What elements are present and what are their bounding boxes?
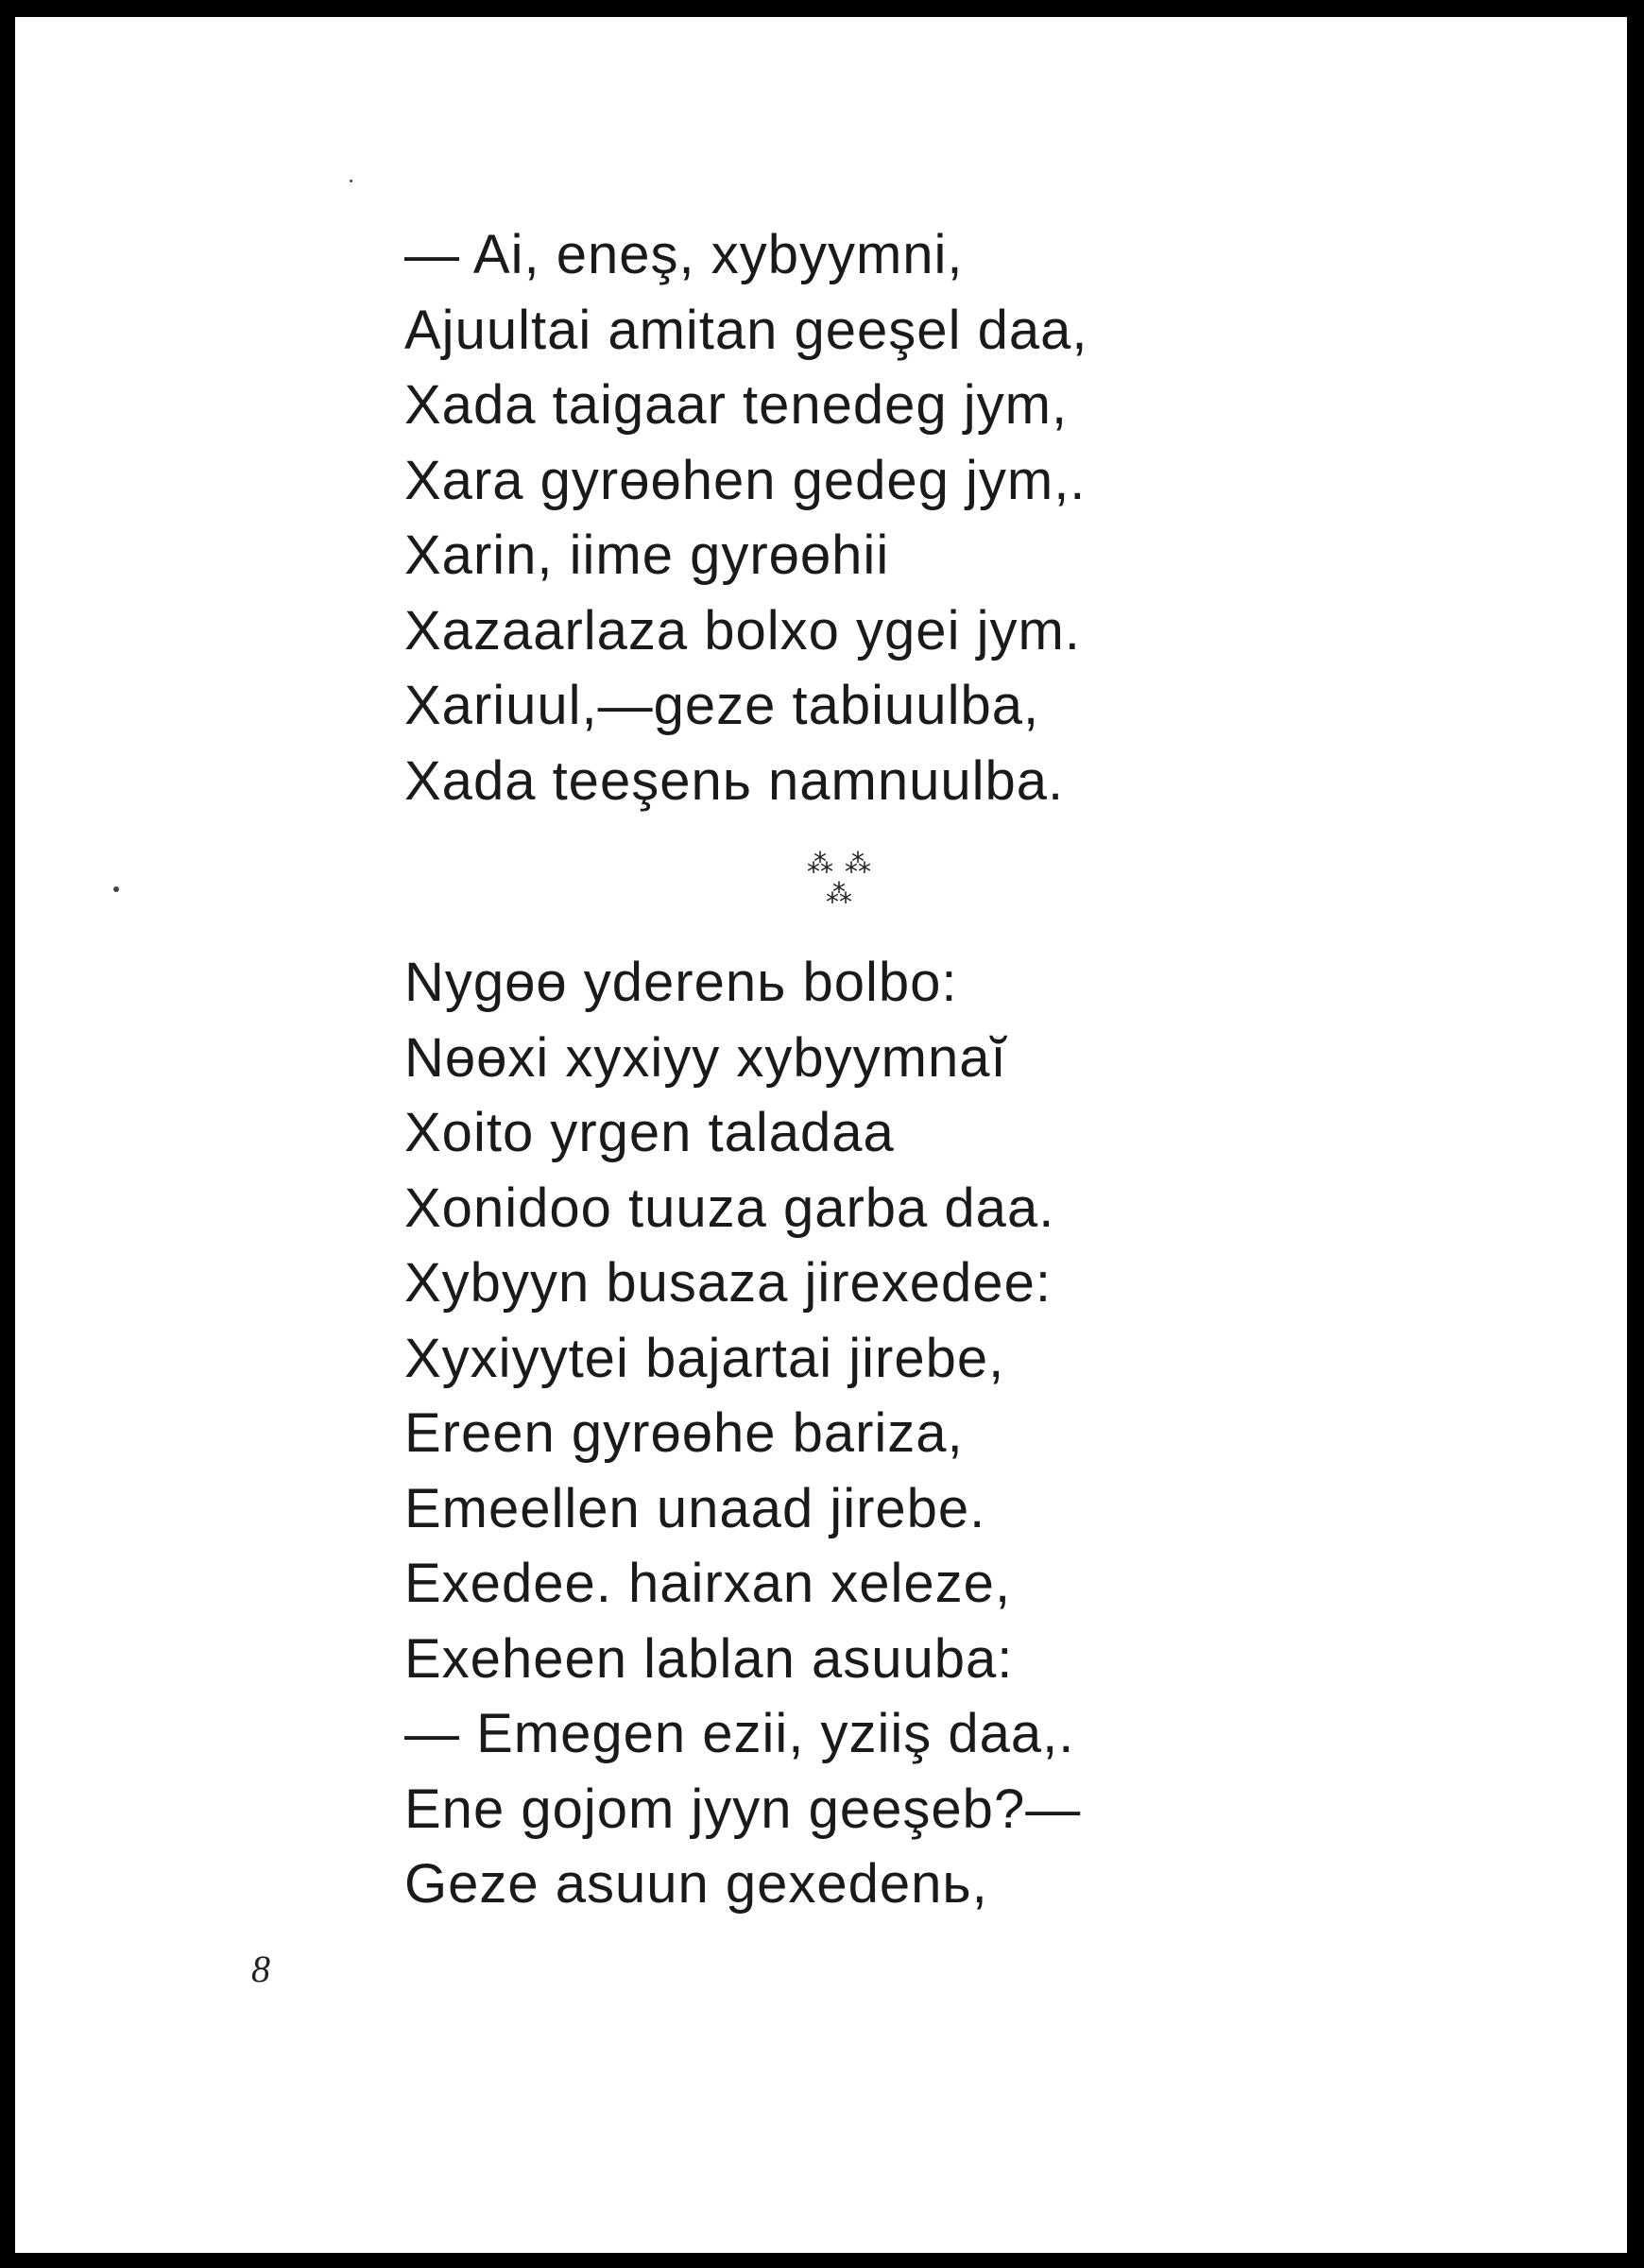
verse-line: — Ai, eneş, xybyymni, [404, 224, 964, 285]
verse-line: Geze asuun gexedenь, [404, 1853, 988, 1915]
section-separator-asterism [803, 850, 879, 926]
verse-line: Xyxiyytei bajartai jirebe, [404, 1327, 1005, 1389]
ink-speck [350, 180, 352, 182]
stanza-2 [404, 945, 1081, 1922]
verse-line: Exeheen lablan asuuba: [404, 1627, 1014, 1690]
verse-line: Xarin, iime gyrөөhii [404, 524, 890, 586]
ink-speck [113, 886, 119, 892]
verse-line: Nygөө yderenь bolbo: [404, 952, 958, 1013]
verse-line: Xonidoo tuuza garba daa. [404, 1177, 1055, 1239]
verse-line: — Emegen ezii, yziiş daa,. [404, 1703, 1075, 1764]
verse-line: Exedee. hairxan xeleze, [404, 1553, 1012, 1614]
verse-line: Nөөxi xyxiyy xybyymnaĭ [404, 1026, 1007, 1089]
verse-line: Xoito yrgen taladaa [404, 1102, 895, 1163]
verse-line: Emeellen unaad jirebe. [404, 1477, 986, 1539]
asterism-mark: ⁂ [845, 849, 871, 878]
asterism-mark: ⁂ [826, 879, 852, 908]
verse-line: Ene gojom jyyn geeşeb?— [404, 1778, 1082, 1840]
verse-line: Xada teeşenь namnuulba. [404, 749, 1065, 812]
stanza-1 [404, 217, 1087, 818]
verse-line: Xazaarlaza bolxo ygei jym. [404, 599, 1081, 662]
verse-line: Xariuul,—geze tabiuulba, [404, 675, 1040, 736]
verse-line: Ajuultai amitan geeşel daa, [404, 299, 1088, 361]
verse-line: Xara gyrөөhen gedeg jym,. [404, 449, 1087, 511]
verse-line: Ereen gyrөөhe bariza, [404, 1402, 964, 1464]
verse-line: Xybyyn busaza jirexedee: [404, 1252, 1052, 1314]
verse-line: Xada taigaar tenedeg jym, [404, 374, 1069, 436]
page-number: 8 [251, 1948, 270, 1990]
asterism-mark: ⁂ [807, 849, 833, 878]
